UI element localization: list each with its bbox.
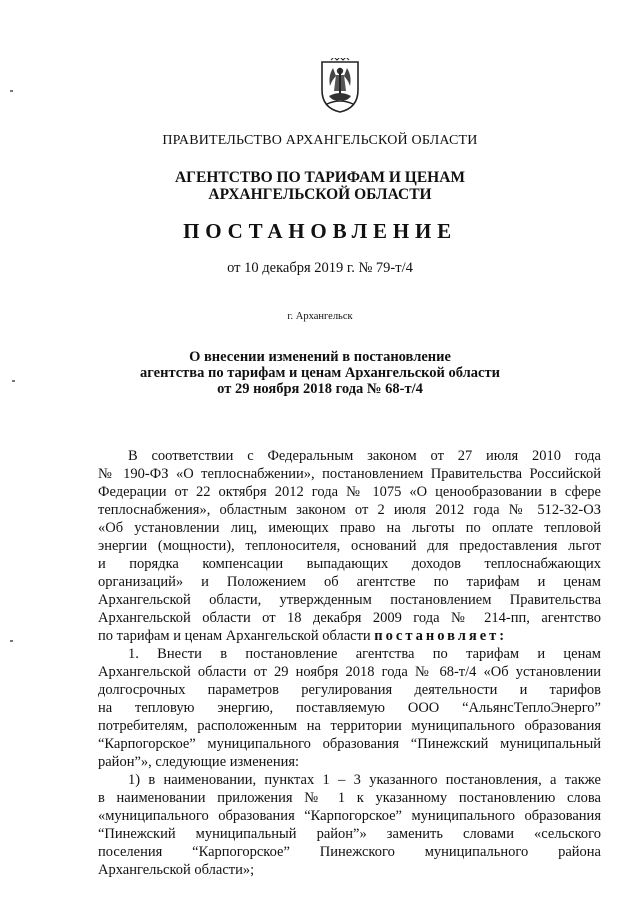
subject-line-3: от 29 ноября 2018 года № 68-т/4 — [217, 381, 423, 397]
body-line: Архангельской области»; — [98, 862, 255, 878]
document-city: г. Архангельск — [287, 311, 353, 322]
body-line: Федерации от 22 октября 2012 года № 1075 «О ценообразовании в сфере — [98, 484, 601, 500]
subject-line-2: агентства по тарифам и ценам Архангельской области — [140, 365, 500, 381]
body-line: № 190-ФЗ «О теплоснабжении», постановлением Правительства Российской — [98, 466, 601, 482]
body-line: В соответствии с Федеральным законом от 27 июля 2010 года — [128, 448, 601, 464]
agency-name-line-2: АРХАНГЕЛЬСКОЙ ОБЛАСТИ — [208, 186, 432, 203]
resolve-word: постановляет: — [374, 628, 508, 644]
government-name: ПРАВИТЕЛЬСТВО АРХАНГЕЛЬСКОЙ ОБЛАСТИ — [162, 133, 478, 148]
body-line: “Карпогорское” муниципального образования “Пинежский муниципальный — [98, 736, 601, 752]
body-line: 1) в наименовании, пунктах 1 – 3 указанного постановления, а также — [128, 772, 601, 788]
body-line: Архангельской области от 29 ноября 2018 года № 68-т/4 «Об установлении — [98, 664, 601, 680]
body-line-with-resolve — [98, 627, 601, 645]
body-line: на тепловую энергию, поставляемую ООО “АльянсТеплоЭнерго” — [98, 700, 601, 716]
body-line: «Об установлении лиц, имеющих право на льготы по оплате тепловой — [98, 520, 601, 536]
body-line: и порядка компенсации выпадающих доходов теплоснабжающих — [98, 556, 601, 572]
body-line: энергии (мощности), теплоносителя, оснований для предоставления льгот — [98, 538, 601, 554]
subject-line-1: О внесении изменений в постановление — [189, 349, 451, 365]
document-type: ПОСТАНОВЛЕНИЕ — [183, 219, 457, 243]
body-line: Архангельской области, утвержденным постановлением Правительства — [98, 592, 601, 608]
body-line-text: по тарифам и ценам Архангельской области — [98, 628, 371, 644]
body-line: теплоснабжения», областным законом от 2 июля 2012 года № 512-32-ОЗ — [98, 502, 601, 518]
body-line: «муниципального образования “Карпогорское” муниципального образования — [98, 808, 601, 824]
body-line: 1. Внести в постановление агентства по тарифам и ценам — [128, 646, 601, 662]
body-line: поселения “Карпогорское” Пинежского муниципального района — [98, 844, 601, 860]
body-line: долгосрочных параметров регулирования деятельности и тарифов — [98, 682, 601, 698]
body-line: потребителям, расположенным на территории муниципального образования — [98, 718, 601, 734]
agency-name — [0, 169, 640, 203]
body-line: Архангельской области от 18 декабря 2009 года № 214-пп, агентство — [98, 610, 601, 626]
document-subject — [0, 349, 640, 397]
coat-of-arms-emblem — [319, 58, 361, 114]
agency-name-line-1: АГЕНТСТВО ПО ТАРИФАМ И ЦЕНАМ — [174, 169, 466, 186]
body-line: в наименовании приложения № 1 к указанному постановлению слова — [98, 790, 601, 806]
document-date-number: от 10 декабря 2019 г. № 79-т/4 — [227, 260, 413, 276]
scan-mark — [10, 90, 13, 92]
body-line: район”», следующие изменения: — [98, 754, 300, 770]
body-line: “Пинежский муниципальный район”» заменить словами «сельского — [98, 826, 601, 842]
scan-mark — [12, 380, 15, 382]
body-line: организаций» и Положением об агентстве по тарифам и ценам — [98, 574, 601, 590]
scan-mark — [10, 640, 13, 642]
